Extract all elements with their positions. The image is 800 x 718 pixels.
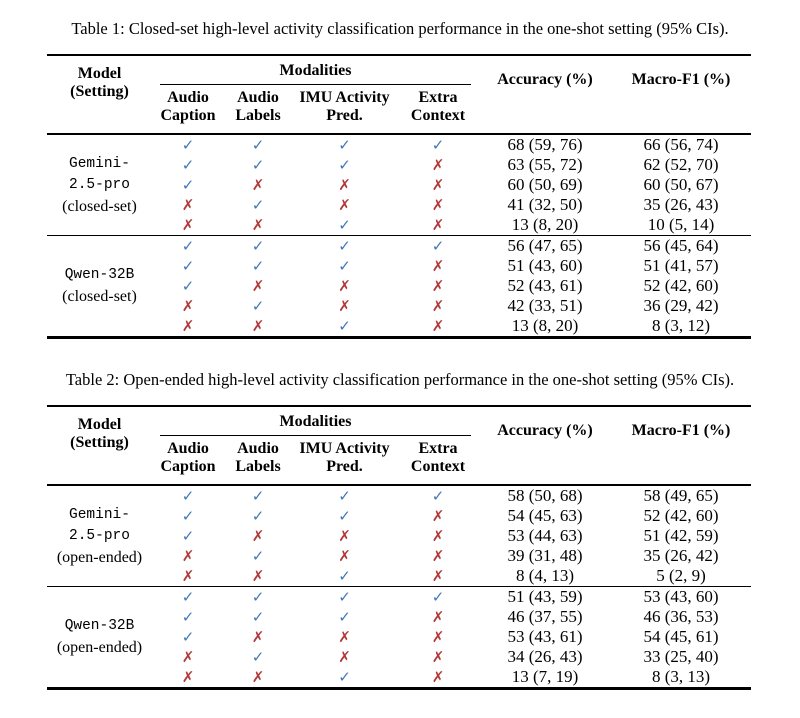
check-icon: ✓ <box>251 507 265 525</box>
accuracy-value: 8 (4, 13) <box>515 566 575 585</box>
table-row <box>47 587 751 608</box>
macro-f1-column-header: Macro-F1 (%) <box>631 71 731 88</box>
check-icon: ✓ <box>338 156 351 174</box>
cross-icon: ✗ <box>431 628 445 646</box>
accuracy-value: 13 (7, 19) <box>511 667 579 686</box>
extra-context-line1: Extra <box>418 440 458 457</box>
accuracy-value: 53 (44, 63) <box>507 526 583 545</box>
extra-context-line2: Context <box>410 107 466 124</box>
model-name: Gemini- <box>69 506 130 523</box>
table-row <box>47 276 751 296</box>
macro-f1-value: 35 (26, 42) <box>643 546 719 565</box>
accuracy-value: 53 (43, 61) <box>507 627 583 646</box>
extra-context-line2: Context <box>410 458 466 475</box>
model-header-line2: (Setting) <box>70 434 129 451</box>
check-icon: ✓ <box>397 587 479 608</box>
cross-icon: ✗ <box>181 196 195 214</box>
model-setting-cell <box>47 236 152 338</box>
model-header-line1: Model <box>77 416 122 433</box>
macro-f1-value: 33 (25, 40) <box>643 647 719 666</box>
cross-icon: ✗ <box>251 317 265 335</box>
check-icon: ✓ <box>251 648 265 666</box>
model-setting-cell <box>47 485 152 587</box>
accuracy-value: 46 (37, 55) <box>507 607 583 626</box>
cross-icon: ✗ <box>181 547 195 565</box>
check-icon: ✓ <box>431 136 445 154</box>
model-name: Qwen-32B <box>64 618 135 634</box>
accuracy-value: 34 (26, 43) <box>507 647 583 666</box>
modalities-column-header <box>152 55 479 85</box>
model-name: 2.5-pro <box>69 527 130 544</box>
audio-caption-column-header <box>152 436 224 485</box>
check-icon: ✓ <box>152 587 224 608</box>
macro-f1-value: 10 (5, 14) <box>647 215 715 234</box>
macro-f1-value: 8 (3, 13) <box>651 667 711 686</box>
cross-icon: ✗ <box>431 277 445 295</box>
imu-activity-line1: IMU Activity <box>299 440 390 457</box>
check-icon: ✓ <box>152 236 224 257</box>
cross-icon: ✗ <box>431 547 445 565</box>
table-row <box>47 316 751 338</box>
check-icon: ✓ <box>181 628 195 646</box>
accuracy-value: 56 (47, 65) <box>479 236 611 257</box>
table2 <box>47 405 751 690</box>
check-icon: ✓ <box>251 608 265 626</box>
check-icon: ✓ <box>251 156 265 174</box>
cross-icon: ✗ <box>181 668 195 686</box>
accuracy-value: 52 (43, 61) <box>507 276 583 295</box>
accuracy-value: 63 (55, 72) <box>507 155 583 174</box>
check-icon: ✓ <box>181 608 195 626</box>
check-icon: ✓ <box>251 136 265 154</box>
model-setting: (closed-set) <box>62 288 137 305</box>
table-row <box>47 627 751 647</box>
modalities-header-label: Modalities <box>160 62 471 85</box>
accuracy-value: 60 (50, 69) <box>507 175 583 194</box>
check-icon: ✓ <box>224 587 292 608</box>
table-row <box>47 566 751 587</box>
macro-f1-value: 5 (2, 9) <box>656 566 706 585</box>
table-row <box>47 667 751 689</box>
cross-icon: ✗ <box>181 297 195 315</box>
macro-f1-value: 60 (50, 67) <box>643 175 719 194</box>
cross-icon: ✗ <box>431 317 445 335</box>
check-icon: ✓ <box>251 547 265 565</box>
accuracy-value: 39 (31, 48) <box>507 546 583 565</box>
model-setting-cell <box>47 134 152 236</box>
macro-f1-value: 51 (41, 57) <box>643 256 719 275</box>
cross-icon: ✗ <box>431 527 445 545</box>
check-icon: ✓ <box>338 216 351 234</box>
model-setting: (closed-set) <box>62 197 137 215</box>
table2-section <box>0 370 800 690</box>
audio-labels-column-header <box>224 85 292 134</box>
check-icon: ✓ <box>181 527 195 545</box>
cross-icon: ✗ <box>431 507 445 525</box>
check-icon: ✓ <box>397 236 479 257</box>
table-row <box>47 195 751 215</box>
audio-labels-line1: Audio <box>237 89 279 106</box>
check-icon: ✓ <box>251 257 265 275</box>
cross-icon: ✗ <box>431 297 445 315</box>
table-row <box>47 546 751 566</box>
check-icon: ✓ <box>181 487 195 505</box>
table2-header <box>47 406 751 485</box>
accuracy-value: 41 (32, 50) <box>507 195 583 214</box>
cross-icon: ✗ <box>251 277 265 295</box>
cross-icon: ✗ <box>338 277 351 295</box>
cross-icon: ✗ <box>338 547 351 565</box>
accuracy-value: 54 (45, 63) <box>507 506 583 525</box>
model-header-line2: (Setting) <box>70 83 129 100</box>
cross-icon: ✗ <box>338 527 351 545</box>
cross-icon: ✗ <box>181 567 195 585</box>
check-icon: ✓ <box>224 236 292 257</box>
check-icon: ✓ <box>338 608 351 626</box>
macro-f1-value: 52 (42, 60) <box>643 506 719 525</box>
cross-icon: ✗ <box>181 317 195 335</box>
table1-body <box>47 134 751 338</box>
cross-icon: ✗ <box>251 567 265 585</box>
model-column-header <box>47 55 152 134</box>
table-row <box>47 256 751 276</box>
model-header-line1: Model <box>77 65 122 82</box>
macro-f1-value: 36 (29, 42) <box>643 296 719 315</box>
table-row <box>47 134 751 155</box>
table-row <box>47 155 751 175</box>
cross-icon: ✗ <box>431 196 445 214</box>
macro-f1-value: 8 (3, 12) <box>651 316 711 335</box>
audio-labels-line2: Labels <box>235 107 281 124</box>
audio-caption-line1: Audio <box>167 89 209 106</box>
modalities-header-label: Modalities <box>160 413 471 436</box>
accuracy-value: 51 (43, 59) <box>479 587 611 608</box>
check-icon: ✓ <box>181 257 195 275</box>
imu-activity-column-header <box>292 436 397 485</box>
check-icon: ✓ <box>181 277 195 295</box>
table2-caption: Table 2: Open-ended high-level activity classification performance in the one-shot setting (95% CIs). <box>65 370 735 389</box>
table-row <box>47 506 751 526</box>
cross-icon: ✗ <box>181 216 195 234</box>
audio-labels-column-header <box>224 436 292 485</box>
cross-icon: ✗ <box>431 176 445 194</box>
check-icon: ✓ <box>338 317 351 335</box>
imu-activity-line1: IMU Activity <box>299 89 390 106</box>
cross-icon: ✗ <box>431 156 445 174</box>
cross-icon: ✗ <box>431 608 445 626</box>
accuracy-column-header: Accuracy (%) <box>497 422 593 439</box>
table2-body <box>47 485 751 689</box>
check-icon: ✓ <box>338 567 351 585</box>
table1 <box>47 54 751 339</box>
accuracy-column-header: Accuracy (%) <box>497 71 593 88</box>
macro-f1-column-header: Macro-F1 (%) <box>631 422 731 439</box>
cross-icon: ✗ <box>338 648 351 666</box>
check-icon: ✓ <box>181 176 195 194</box>
cross-icon: ✗ <box>251 628 265 646</box>
cross-icon: ✗ <box>431 257 445 275</box>
extra-context-column-header <box>397 85 479 134</box>
accuracy-value: 42 (33, 51) <box>507 296 583 315</box>
check-icon: ✓ <box>338 136 351 154</box>
check-icon: ✓ <box>181 156 195 174</box>
check-icon: ✓ <box>292 587 397 608</box>
cross-icon: ✗ <box>338 297 351 315</box>
cross-icon: ✗ <box>251 176 265 194</box>
check-icon: ✓ <box>431 487 445 505</box>
model-setting: (open-ended) <box>56 639 143 656</box>
table-row <box>47 296 751 316</box>
macro-f1-value: 51 (42, 59) <box>643 526 719 545</box>
cross-icon: ✗ <box>431 648 445 666</box>
imu-activity-column-header <box>292 85 397 134</box>
macro-f1-value: 52 (42, 60) <box>643 276 719 295</box>
check-icon: ✓ <box>338 257 351 275</box>
model-setting-cell <box>47 587 152 689</box>
accuracy-value: 13 (8, 20) <box>511 316 579 335</box>
audio-caption-line1: Audio <box>167 440 209 457</box>
imu-activity-line2: Pred. <box>326 458 363 475</box>
audio-labels-line2: Labels <box>235 458 281 475</box>
table-row <box>47 215 751 236</box>
table1-header <box>47 55 751 134</box>
audio-labels-line1: Audio <box>237 440 279 457</box>
audio-caption-column-header <box>152 85 224 134</box>
cross-icon: ✗ <box>338 176 351 194</box>
cross-icon: ✗ <box>338 196 351 214</box>
cross-icon: ✗ <box>181 648 195 666</box>
table1-section <box>0 19 800 339</box>
table-row <box>47 175 751 195</box>
macro-f1-value: 58 (49, 65) <box>643 486 719 505</box>
audio-caption-line2: Caption <box>160 458 216 475</box>
model-name: Qwen-32B <box>64 267 135 283</box>
model-name: 2.5-pro <box>69 176 130 193</box>
model-column-header <box>47 406 152 485</box>
macro-f1-value: 35 (26, 43) <box>643 195 719 214</box>
check-icon: ✓ <box>251 297 265 315</box>
cross-icon: ✗ <box>431 668 445 686</box>
cross-icon: ✗ <box>431 567 445 585</box>
accuracy-value: 13 (8, 20) <box>511 215 579 234</box>
check-icon: ✓ <box>292 236 397 257</box>
check-icon: ✓ <box>181 136 195 154</box>
cross-icon: ✗ <box>431 216 445 234</box>
cross-icon: ✗ <box>338 628 351 646</box>
accuracy-value: 68 (59, 76) <box>507 135 583 154</box>
macro-f1-value: 56 (45, 64) <box>611 236 751 257</box>
extra-context-column-header <box>397 436 479 485</box>
table1-caption: Table 1: Closed-set high-level activity classification performance in the one-shot setting (95% CIs). <box>71 19 729 38</box>
macro-f1-value: 46 (36, 53) <box>643 607 719 626</box>
macro-f1-value: 66 (56, 74) <box>643 135 719 154</box>
cross-icon: ✗ <box>251 668 265 686</box>
cross-icon: ✗ <box>251 527 265 545</box>
check-icon: ✓ <box>338 487 351 505</box>
accuracy-value: 51 (43, 60) <box>507 256 583 275</box>
audio-caption-line2: Caption <box>160 107 216 124</box>
accuracy-value: 58 (50, 68) <box>507 486 583 505</box>
check-icon: ✓ <box>251 196 265 214</box>
extra-context-line1: Extra <box>418 89 458 106</box>
model-name: Gemini- <box>69 155 130 172</box>
check-icon: ✓ <box>338 507 351 525</box>
check-icon: ✓ <box>251 487 265 505</box>
macro-f1-value: 53 (43, 60) <box>611 587 751 608</box>
table-row <box>47 647 751 667</box>
check-icon: ✓ <box>338 668 351 686</box>
table-row <box>47 607 751 627</box>
table-row <box>47 485 751 506</box>
macro-f1-value: 54 (45, 61) <box>643 627 719 646</box>
model-setting: (open-ended) <box>56 548 143 566</box>
check-icon: ✓ <box>181 507 195 525</box>
table-row <box>47 236 751 257</box>
imu-activity-line2: Pred. <box>326 107 363 124</box>
macro-f1-value: 62 (52, 70) <box>643 155 719 174</box>
cross-icon: ✗ <box>251 216 265 234</box>
table-row <box>47 526 751 546</box>
modalities-column-header <box>152 406 479 436</box>
